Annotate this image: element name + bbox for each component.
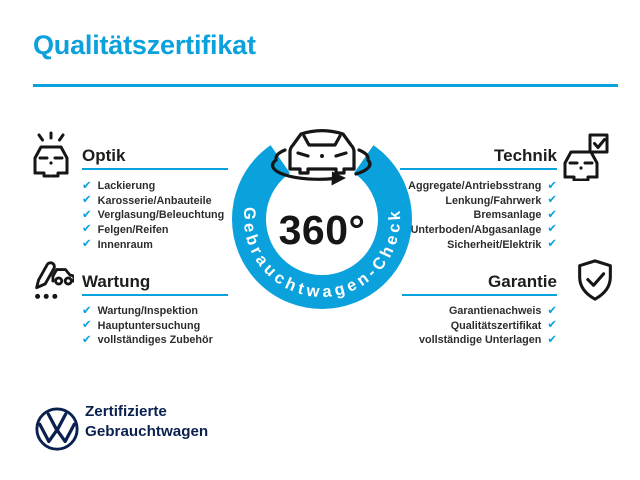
section-title-optik: Optik [82,146,126,165]
checklist-label: Sicherheit/Elektrik [447,238,542,251]
check-icon: ✔ [547,237,557,250]
check-icon: ✔ [547,223,557,236]
check-icon: ✔ [547,304,557,317]
checklist-item [340,319,557,334]
shield-check-icon [572,258,618,304]
checklist-label: Lackierung [97,180,156,193]
checklist-item [82,319,213,334]
checklist-item [82,304,213,319]
checklist-label: Lenkung/Fahrwerk [445,194,542,207]
checklist-label: vollständige Unterlagen [418,334,542,347]
page-title: Qualitätszertifikat [33,30,256,60]
section-title-wartung: Wartung [82,272,151,291]
pen-car-icon [28,258,74,304]
section-rule-technik [400,168,557,170]
check-icon: ✔ [82,319,92,332]
brand-claim-line2: Gebrauchtwagen [85,422,209,440]
checklist-label: Felgen/Reifen [97,224,169,237]
checklist-item [82,208,224,223]
checklist-label: Hauptuntersuchung [97,319,201,332]
check-icon: ✔ [82,223,92,236]
checklist-optik [82,179,224,252]
check-icon: ✔ [547,208,557,221]
check-icon: ✔ [82,208,92,221]
degree-label: 360° [278,207,366,253]
section-rule-garantie [402,294,557,296]
car-shine-icon [27,131,75,179]
checklist-item [340,333,557,348]
check-icon: ✔ [82,237,92,250]
checklist-label: Innenraum [97,238,153,251]
section-rule-optik [82,168,228,170]
checklist-label: Garantienachweis [448,305,542,318]
checklist-label: Verglasung/Beleuchtung [97,209,225,222]
check-icon: ✔ [82,179,92,192]
check-icon: ✔ [547,179,557,192]
checklist-item [82,333,213,348]
check-icon: ✔ [82,304,92,317]
checklist-label: Aggregate/Antriebsstrang [408,180,542,193]
checklist-item [82,194,224,209]
checklist-item [82,179,224,194]
section-rule-wartung [82,294,228,296]
checklist-label: Qualitätszertifikat [450,319,542,332]
section-title-technik: Technik [494,146,557,165]
brand-claim-line1: Zertifizierte [85,403,167,420]
title-divider [33,84,618,87]
checklist-label: Unterboden/Abgasanlage [410,224,542,237]
check-icon: ✔ [547,319,557,332]
checklist-label: Wartung/Inspektion [97,305,199,318]
checklist-label: Karosserie/Anbauteile [97,194,212,207]
checklist-item [82,223,224,238]
check-icon: ✔ [547,194,557,207]
car-checkbox-icon [561,131,611,181]
check-icon: ✔ [82,333,92,346]
brand-claim [85,402,208,441]
section-title-garantie: Garantie [488,272,557,291]
check-icon: ✔ [547,333,557,346]
ring-label: Gebrauchtwagen-Check [239,206,405,302]
checklist-label: vollständiges Zubehör [97,334,213,347]
checklist-item [82,237,224,252]
vw-logo [34,406,80,452]
check-icon: ✔ [82,194,92,207]
checklist-label: Bremsanlage [473,209,542,222]
checklist-wartung [82,304,213,348]
